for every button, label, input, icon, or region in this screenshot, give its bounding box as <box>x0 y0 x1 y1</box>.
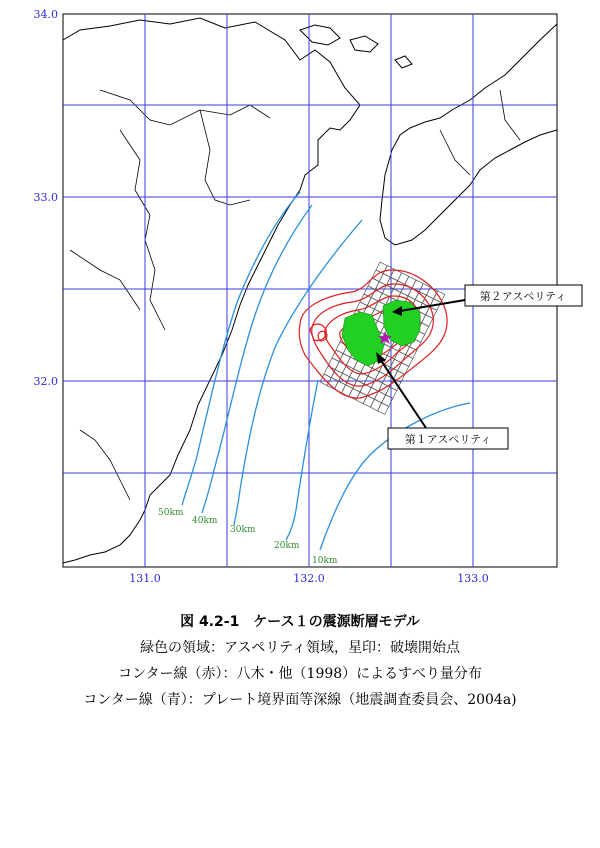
lat-label-32: 32.0 <box>33 375 58 388</box>
lon-label-132: 132.0 <box>293 572 325 585</box>
figure-title: 図 4.2-1 ケース１の震源断層モデル <box>180 614 420 630</box>
depth-label-10: 10km <box>312 556 338 566</box>
depth-label-20: 20km <box>274 541 300 551</box>
lat-label-33: 33.0 <box>33 191 58 204</box>
depth-label-30: 30km <box>230 525 256 535</box>
callout-asperity-2-label: 第２アスペリティ <box>479 290 567 303</box>
depth-label-40: 40km <box>192 516 218 526</box>
lon-label-133: 133.0 <box>457 572 489 585</box>
latitude-labels <box>34 8 59 388</box>
lon-label-131: 131.0 <box>129 572 161 585</box>
caption-line-2: コンター線（赤）：八木・他（1998）によるすべり量分布 <box>118 666 482 682</box>
lat-label-34: 34.0 <box>33 8 58 21</box>
longitude-labels <box>129 572 489 585</box>
caption-line-3: コンター線（青）：プレート境界面等深線（地震調査委員会、2004a) <box>83 692 517 708</box>
depth-label-50: 50km <box>158 508 184 518</box>
caption-line-1: 緑色の領域：アスペリティ領域，星印：破壊開始点 <box>139 640 461 656</box>
callout-asperity-1-label: 第１アスペリティ <box>404 433 492 446</box>
